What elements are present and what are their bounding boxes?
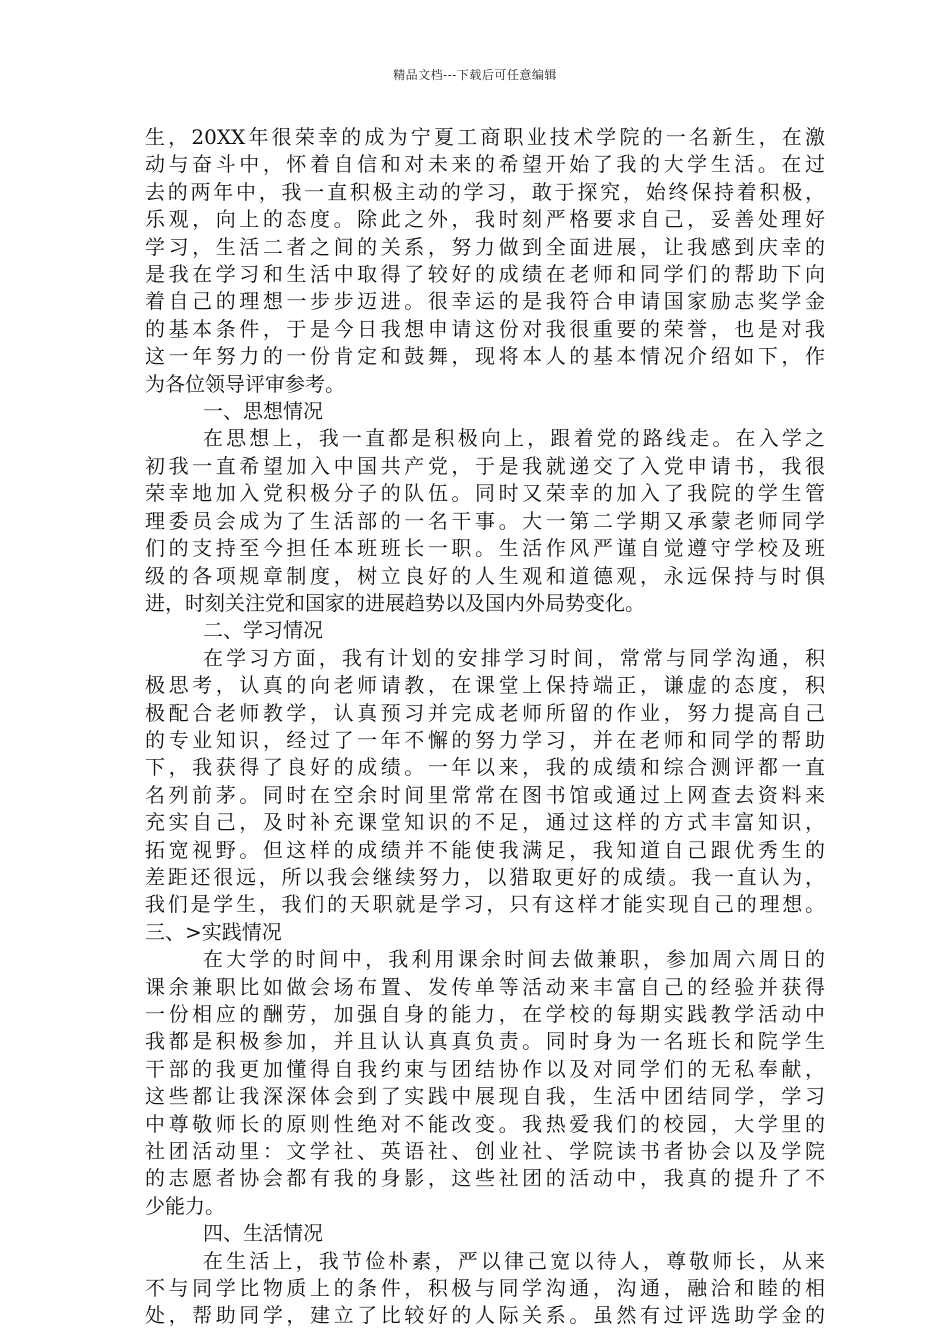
- text-line: 我们是学生，我们的天职就是学习，只有这样才能实现自己的理想。: [145, 892, 825, 917]
- text-line: 充实自己，及时补充课堂知识的不足，通过这样的方式丰富知识，: [145, 810, 825, 835]
- text-line: 理委员会成为了生活部的一名干事。大一第二学期又承蒙老师同学: [145, 508, 825, 533]
- section-heading-life: 四、生活情况: [203, 1221, 323, 1246]
- text-line: 干部的我更加懂得自我约束与团结协作以及对同学们的无私奉献，: [145, 1056, 825, 1081]
- text-line: 进，时刻关注党和国家的进展趋势以及国内外局势变化。: [145, 590, 645, 615]
- text-line: 在学习方面，我有计划的安排学习时间，常常与同学沟通，积: [203, 645, 825, 670]
- page-header: 精品文档---下载后可任意编辑: [393, 68, 557, 82]
- text-line: 我都是积极参加，并且认认真真负责。同时身为一名班长和院学生: [145, 1029, 825, 1054]
- text-line: 少能力。: [145, 1193, 225, 1218]
- text-line: 社团活动里：文学社、英语社、创业社、学院读书者协会以及学院: [145, 1139, 825, 1164]
- section-heading-thought: 一、思想情况: [203, 399, 323, 424]
- text-line: 名列前茅。同时在空余时间里常常在图书馆或通过上网查去资料来: [145, 782, 825, 807]
- text-line: 生，20XX年很荣幸的成为宁夏工商职业技术学院的一名新生，在激: [145, 125, 825, 149]
- text-line: 在大学的时间中，我利用课余时间去做兼职，参加周六周日的: [203, 947, 825, 972]
- text-line: 下，我获得了良好的成绩。一年以来，我的成绩和综合测评都一直: [145, 755, 825, 780]
- text-line: 拓宽视野。但这样的成绩并不能使我满足，我知道自己跟优秀生的: [145, 837, 825, 862]
- text-line: 级的各项规章制度，树立良好的人生观和道德观，永远保持与时俱: [145, 563, 825, 588]
- text-line: 为各位领导评审参考。: [145, 371, 345, 396]
- text-line: 差距还很远，所以我会继续努力，以猎取更好的成绩。我一直认为，: [145, 864, 825, 889]
- text-line: 的基本条件，于是今日我想申请这份对我很重要的荣誉，也是对我: [145, 316, 825, 341]
- text-line: 动与奋斗中，怀着自信和对未来的希望开始了我的大学生活。在过: [145, 152, 825, 177]
- text-line: 一份相应的酬劳，加强自身的能力，在学校的每期实践教学活动中: [145, 1002, 825, 1026]
- document-body: [145, 124, 825, 1330]
- text-line: 课余兼职比如做会场布置、发传单等活动来丰富自己的经验并获得: [145, 974, 825, 999]
- text-line: 这一年努力的一份肯定和鼓舞，现将本人的基本情况介绍如下，作: [145, 344, 825, 369]
- text-line: 们的支持至今担任本班班长一职。生活作风严谨自觉遵守学校及班: [145, 536, 825, 561]
- text-line: 在生活上，我节俭朴素，严以律己宽以待人，尊敬师长，从来: [203, 1248, 825, 1273]
- text-line: 这些都让我深深体会到了实践中展现自我，生活中团结同学，学习: [145, 1084, 825, 1109]
- text-line: 学习，生活二者之间的关系，努力做到全面进展，让我感到庆幸的: [145, 234, 825, 259]
- text-line: 初我一直希望加入中国共产党，于是我就递交了入党申请书，我很: [145, 453, 825, 478]
- text-line: 不与同学比物质上的条件，积极与同学沟通，沟通，融洽和睦的相: [145, 1276, 825, 1301]
- text-line: 去的两年中，我一直积极主动的学习，敢于探究，始终保持着积极，: [145, 179, 825, 204]
- text-line: 极思考，认真的向老师请教，在课堂上保持端正，谦虚的态度，积: [145, 673, 825, 698]
- text-line: 极配合老师教学，认真预习并完成老师所留的作业，努力提高自己: [145, 700, 825, 725]
- text-line: 荣幸地加入党积极分子的队伍。同时又荣幸的加入了我院的学生管: [145, 481, 825, 506]
- text-line: 中尊敬师长的原则性绝对不能改变。我热爱我们的校园，大学里的: [145, 1111, 825, 1136]
- section-heading-study: 二、学习情况: [203, 618, 323, 643]
- text-line: 处，帮助同学，建立了比较好的人际关系。虽然有过评选助学金的: [145, 1303, 825, 1328]
- text-line: 乐观，向上的态度。除此之外，我时刻严格要求自己，妥善处理好: [145, 207, 825, 232]
- text-line: 着自己的理想一步步迈进。很幸运的是我符合申请国家励志奖学金: [145, 289, 825, 314]
- text-line: 在思想上，我一直都是积极向上，跟着党的路线走。在入学之: [203, 426, 825, 451]
- text-line: 的志愿者协会都有我的身影，这些社团的活动中，我真的提升了不: [145, 1166, 825, 1191]
- text-line: 是我在学习和生活中取得了较好的成绩在老师和同学们的帮助下向: [145, 262, 825, 287]
- section-heading-practice: 三、>实践情况: [145, 919, 282, 944]
- text-line: 的专业知识，经过了一年不懈的努力学习，并在老师和同学的帮助: [145, 727, 825, 752]
